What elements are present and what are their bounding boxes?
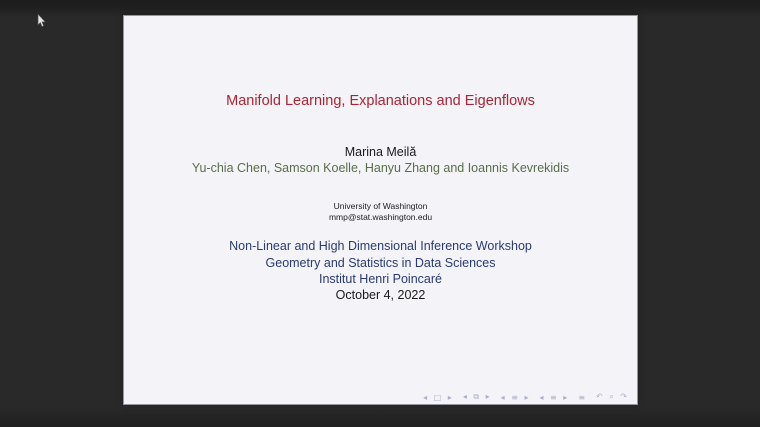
nav-frame-controls-icon[interactable]: ◂ ⧉ ▸ (462, 392, 492, 401)
institution: University of Washington (333, 201, 428, 211)
nav-back-search-forward-icon[interactable]: ↶ ⌕ ↷ (596, 392, 629, 401)
mouse-cursor-icon (37, 14, 47, 28)
venue-workshop-name: Non-Linear and High Dimensional Inference Workshop (229, 239, 532, 253)
nav-slide-controls-icon[interactable]: ◂ □ ▸ (423, 392, 454, 402)
nav-subsection-controls-icon[interactable]: ◂ ≡ ▸ (500, 392, 531, 402)
author-name: Marina Meilă (344, 145, 417, 159)
nav-overview-icon[interactable]: ≡ (578, 392, 588, 402)
venue-institute-name: Institut Henri Poincaré (319, 272, 442, 286)
venue-program-name: Geometry and Statistics in Data Sciences (265, 256, 496, 270)
slide-title: Manifold Learning, Explanations and Eigenflows (226, 93, 535, 109)
coauthor-names: Yu-chia Chen, Samson Koelle, Hanyu Zhang and Ioannis Kevrekidis (191, 161, 570, 175)
email-address: mmp@stat.washington.edu (328, 212, 433, 222)
title-slide (124, 16, 637, 404)
beamer-nav-bar (423, 392, 629, 402)
presentation-date: October 4, 2022 (335, 288, 426, 302)
nav-section-controls-icon[interactable]: ◂ ≡ ▸ (539, 392, 570, 402)
